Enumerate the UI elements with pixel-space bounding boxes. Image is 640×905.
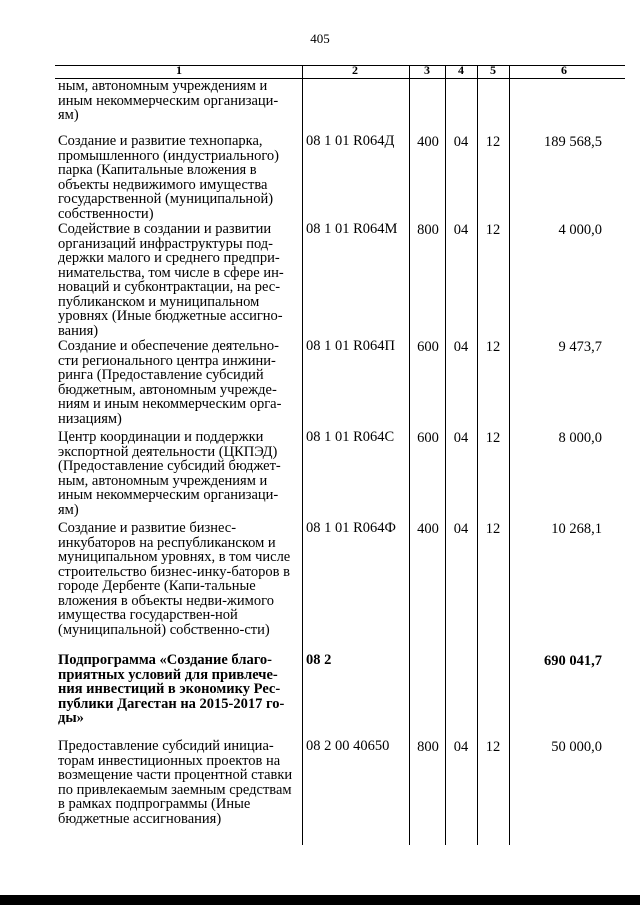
column-divider [445,65,446,845]
column-header-5: 5 [490,63,496,77]
row-col4: 04 [453,430,469,446]
row-code: 08 1 01 R064Ф [306,520,397,536]
row-amount: 4 000,0 [558,222,602,238]
row-col4: 04 [453,521,469,537]
row-col3: 600 [417,430,439,446]
row-amount: 10 268,1 [551,521,602,537]
row-col5: 12 [485,521,501,537]
subprogram-amount: 690 041,7 [544,653,602,669]
column-header-3: 3 [424,63,430,77]
page-number: 405 [310,31,330,46]
row-col4: 04 [453,339,469,355]
scan-bottom-edge [0,895,640,905]
row-amount: 50 000,0 [551,739,602,755]
row-code: 08 1 01 R064С [306,429,395,445]
column-divider [509,65,510,845]
row-col5: 12 [485,134,501,150]
row-col3: 600 [417,339,439,355]
row-code: 08 1 01 R064М [306,221,398,237]
row-col5: 12 [485,222,501,238]
row-col3: 400 [417,521,439,537]
row-col5: 12 [485,339,501,355]
column-divider [477,65,478,845]
table-top-line [55,65,625,66]
row-col4: 04 [453,134,469,150]
row-col5: 12 [485,430,501,446]
subprogram-name: Подпрограмма «Создание благо-приятных условий для привлече-ния инвестиций в экономику Рес-публики Дагестан на 2015-2017 го-ды» [58,652,285,726]
row-col4: 04 [453,739,469,755]
row-code: 08 2 00 40650 [306,738,390,754]
row-code: 08 1 01 R064П [306,338,396,354]
column-header-2: 2 [352,63,358,77]
column-header-1: 1 [176,63,182,77]
row-col3: 400 [417,134,439,150]
row-amount: 8 000,0 [558,430,602,446]
column-divider [409,65,410,845]
row-name: Создание и обеспечение деятельно-сти регионального центра инжини-ринга (Предоставление субсидий бюджетным, автономным учрежде-ниям и иным некоммерческим орга-низациям) [58,338,282,427]
row-amount: 9 473,7 [558,339,602,355]
row-name: Создание и развитие бизнес-инкубаторов на республиканском и муниципальном уровнях, в том числе строительство бизнес-инку-баторов в городе Дербенте (Капи-тальные вложения в объекты недви-жимого имущества государствен-ной (муниципальной) собственно-сти) [58,520,291,638]
row-col3: 800 [417,222,439,238]
row-name: Создание и развитие технопарка, промышленного (индустриального) парка (Капитальные вложения в объекты недвижимого имущества государственной (муниципальной) собственности) [58,133,279,222]
row-name: Предоставление субсидий инициа-торам инвестиционных проектов на возмещение части процентной ставки по привлекаемым заемным средствам в рамках подпрограммы (Иные бюджетные ассигнования) [58,738,293,827]
row-amount: 189 568,5 [544,134,602,150]
row-name: ным, автономным учреждениям и иным некоммерческим организаци-ям) [58,78,279,123]
row-name: Содействие в создании и развитии организаций инфраструктуры под-держки малого и среднего предпри-нимательства, том числе в сфере ин-новаций и субконтрактации, на рес-публиканском и муниципальном уровнях (Иные бюджетные ассигно-вания) [58,221,284,339]
column-divider [302,65,303,845]
row-col3: 800 [417,739,439,755]
column-header-4: 4 [458,63,464,77]
row-code: 08 1 01 R064Д [306,133,395,149]
row-col4: 04 [453,222,469,238]
subprogram-code: 08 2 [306,652,332,668]
column-header-6: 6 [561,63,567,77]
row-name: Центр координации и поддержки экспортной деятельности (ЦКПЭД) (Предоставление субсидий бюджет-ным, автономным учреждениям и иным некоммерческим организаци-ям) [58,429,281,518]
row-col5: 12 [485,739,501,755]
